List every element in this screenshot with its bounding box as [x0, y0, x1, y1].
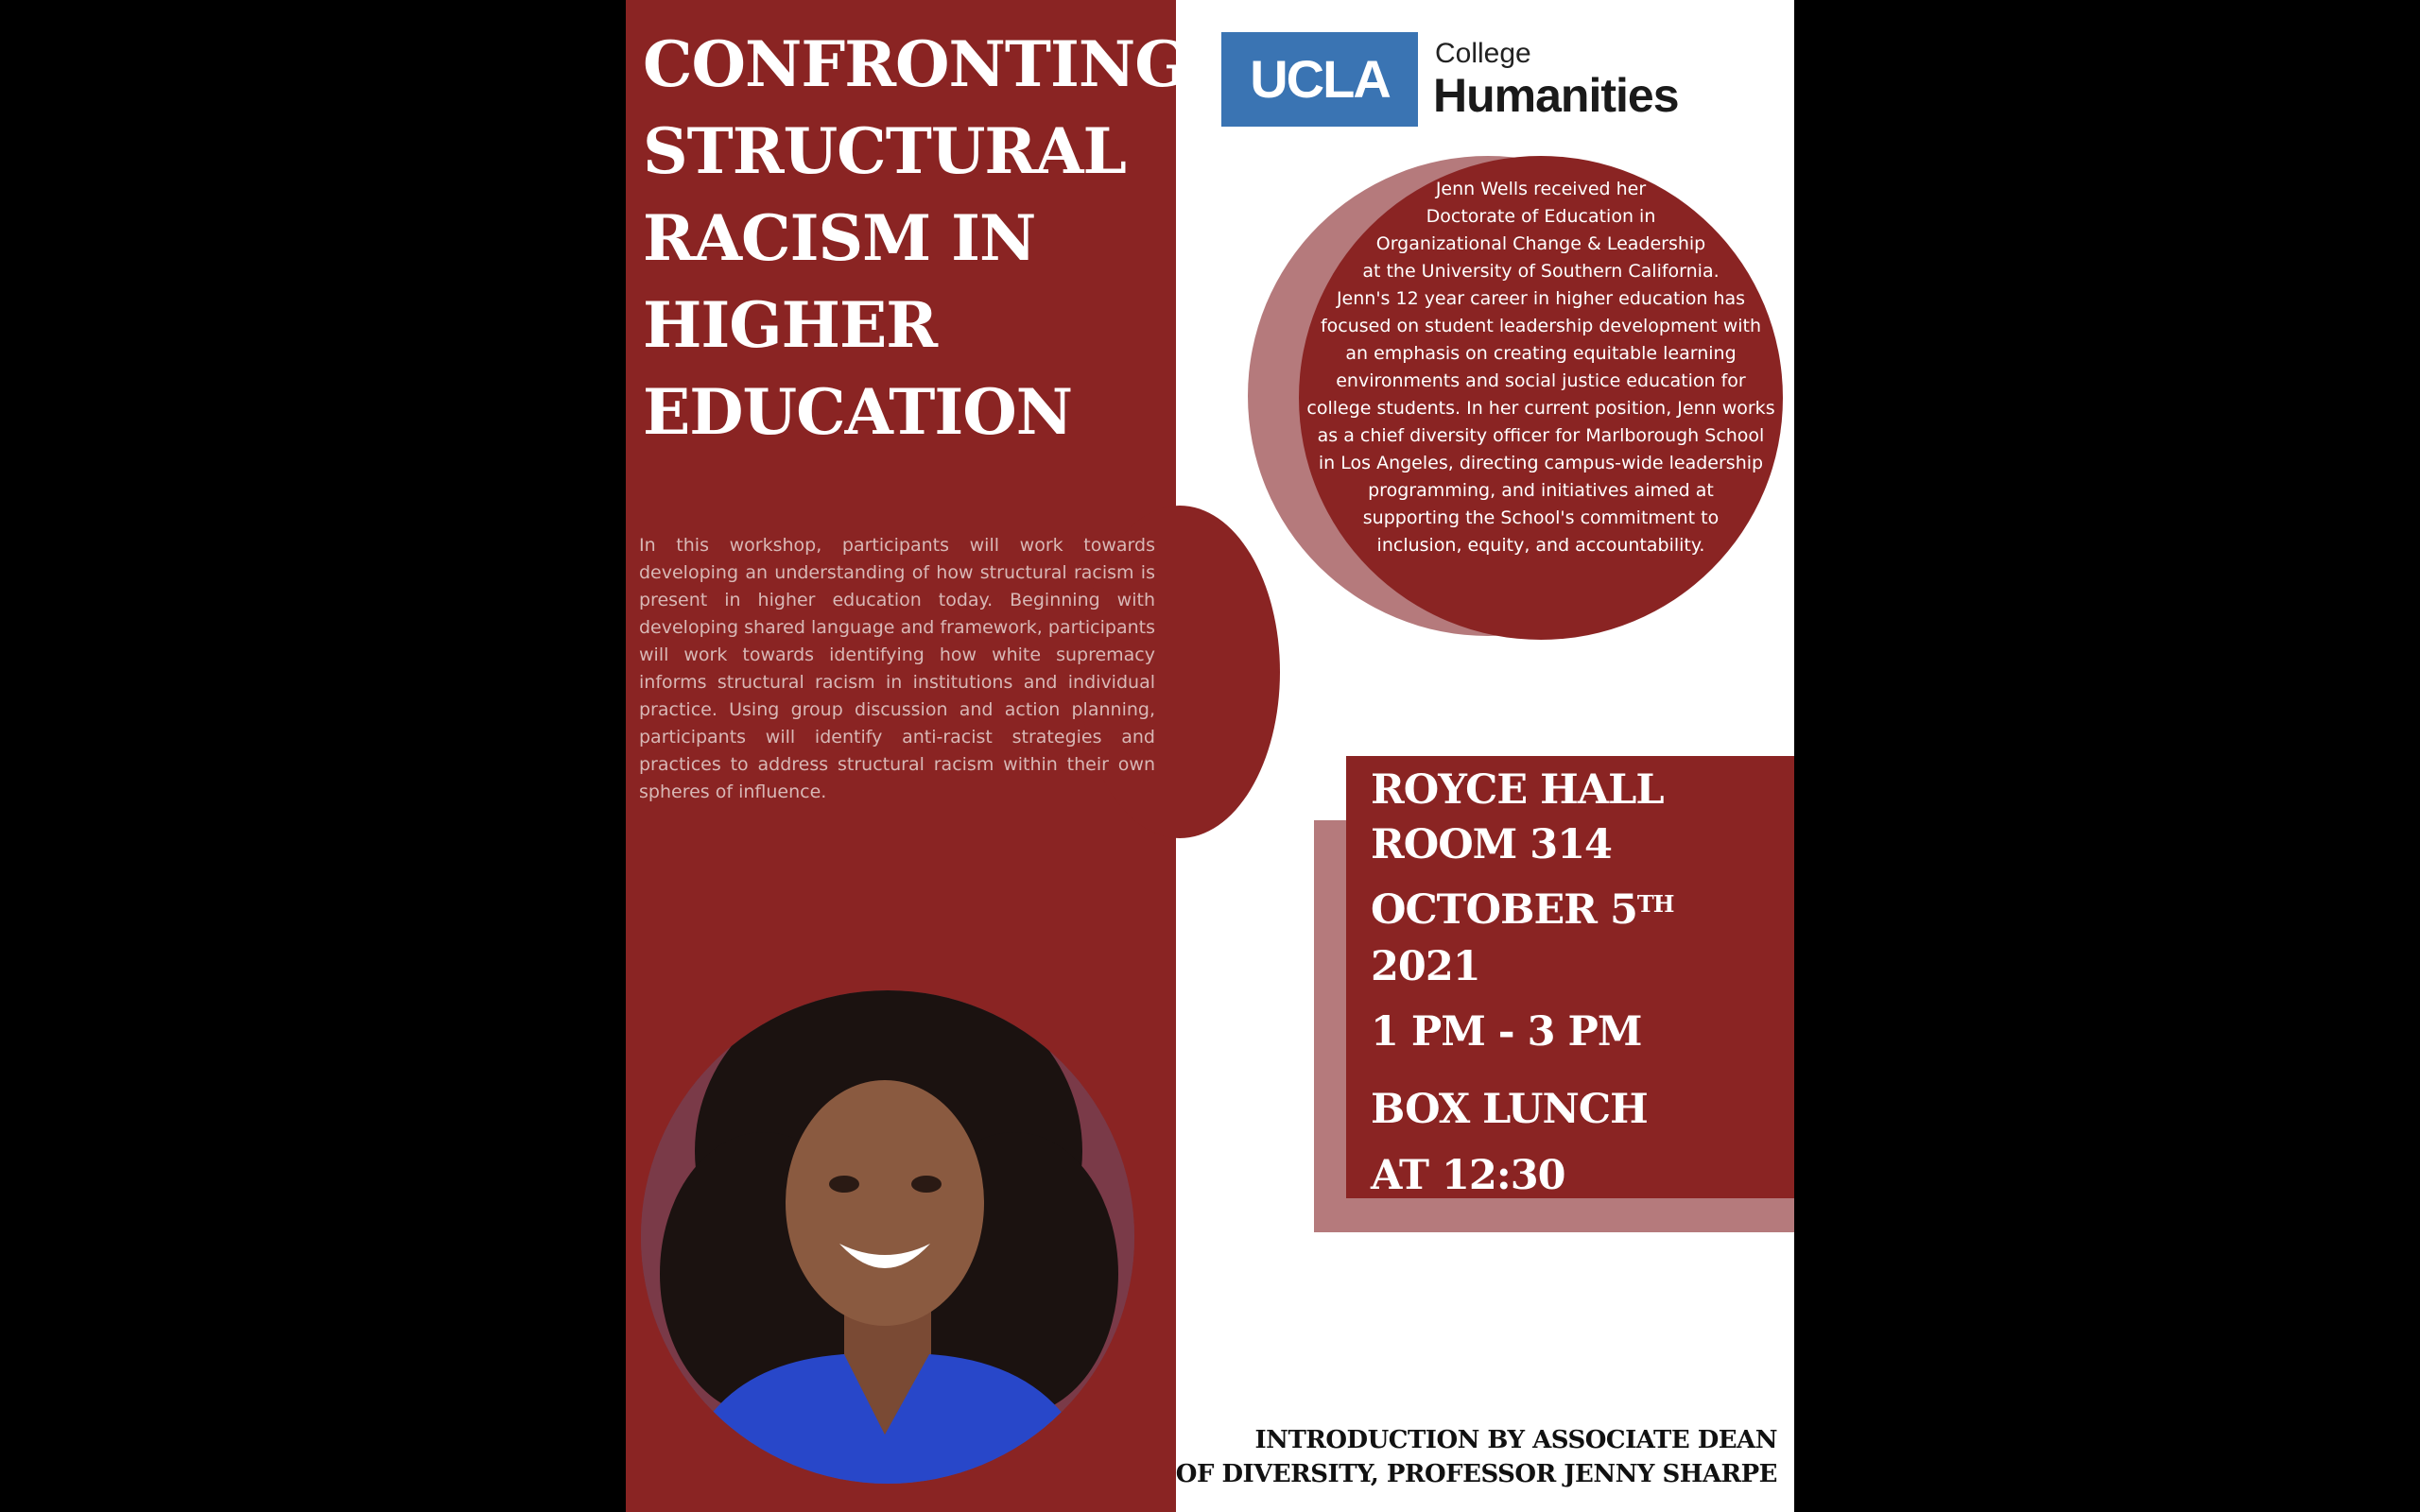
event-poster: [626, 0, 1794, 1512]
speaker-bio: [1299, 176, 1783, 559]
title-line: STRUCTURAL: [643, 114, 1126, 188]
event-date-text: OCTOBER 5: [1371, 886, 1637, 934]
bio-line: as a chief diversity officer for Marlborough School: [1317, 425, 1765, 446]
ucla-humanities-logo: [1221, 32, 1713, 127]
bio-line: at the University of Southern California.: [1362, 261, 1720, 282]
bio-line: environments and social justice education for: [1336, 370, 1746, 391]
bio-line: college students. In her current position, Jenn works: [1306, 398, 1775, 419]
bio-line: focused on student leadership development with: [1320, 316, 1762, 336]
bio-line: supporting the School's commitment to: [1362, 507, 1720, 528]
bio-line: Jenn's 12 year career in higher education has: [1336, 288, 1746, 309]
bio-line: Organizational Change & Leadership: [1375, 233, 1706, 254]
event-time: 1 PM - 3 PM: [1371, 1008, 1642, 1056]
bio-line: programming, and initiatives aimed at: [1368, 480, 1714, 501]
title-line: HIGHER: [643, 288, 938, 362]
intro-line: INTRODUCTION BY ASSOCIATE DEAN: [1254, 1426, 1777, 1454]
workshop-description: In this workshop, participants will work towards developing an understanding of how structural racism is present in higher education today. Beginning with developing shared language and framework, participants will work towards identifying how white supremacy informs structural racism in institutions and individual practice. Using group discussion and action planning, participants will identify anti-racist strategies and practices to address structural racism within their own spheres of influence.: [639, 535, 1155, 802]
logo-humanities-text: Humanities: [1433, 69, 1679, 122]
ucla-wordmark: UCLA: [1221, 32, 1418, 127]
introduction-credit: [1115, 1423, 1777, 1491]
event-date-line1: [1371, 884, 1673, 936]
event-location-line1: ROYCE HALL: [1371, 766, 1664, 814]
title-line: RACISM IN: [643, 201, 1036, 275]
event-lunch-line2: AT 12:30: [1371, 1152, 1565, 1199]
title-line: CONFRONTING: [643, 27, 1187, 101]
logo-college-text: College: [1435, 38, 1531, 69]
bio-line: Doctorate of Education in: [1426, 206, 1656, 227]
intro-line: OF DIVERSITY, PROFESSOR JENNY SHARPE: [1175, 1460, 1777, 1488]
event-date-line2: 2021: [1371, 943, 1480, 990]
speaker-portrait-illustration: [641, 990, 1134, 1484]
bio-line: in Los Angeles, directing campus-wide leadership: [1318, 453, 1764, 473]
title-line: EDUCATION: [643, 375, 1073, 449]
event-location-line2: ROOM 314: [1371, 821, 1612, 868]
event-lunch-line1: BOX LUNCH: [1371, 1086, 1648, 1133]
speaker-photo: [641, 990, 1134, 1484]
poster-title: [643, 21, 1210, 455]
bio-line: inclusion, equity, and accountability.: [1376, 535, 1705, 556]
event-date-suffix: TH: [1636, 890, 1674, 918]
bio-line: an emphasis on creating equitable learning: [1345, 343, 1737, 364]
bio-line: Jenn Wells received her: [1435, 179, 1647, 199]
